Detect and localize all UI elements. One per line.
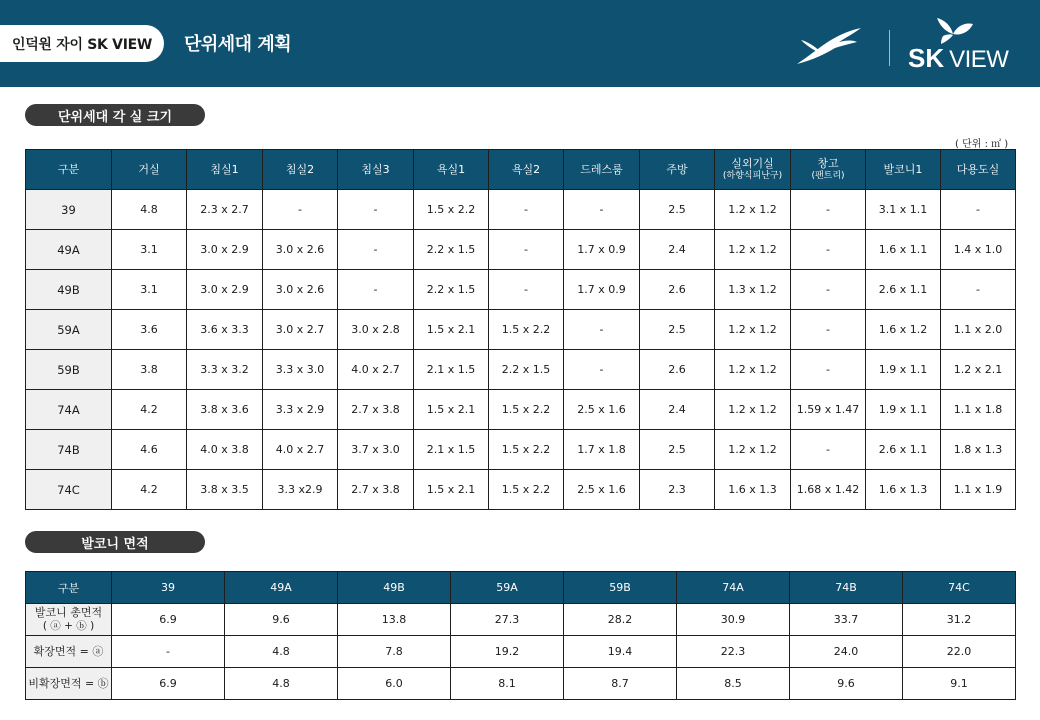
row-header-label: 확장면적 = ⓐ xyxy=(33,644,104,658)
row-header xyxy=(26,636,112,668)
table-cell: 3.6 x 3.3 xyxy=(187,310,263,350)
table-cell: 1.1 x 2.0 xyxy=(941,310,1016,350)
table-cell: 2.6 xyxy=(640,350,715,390)
row-header xyxy=(26,668,112,700)
table-cell: 2.2 x 1.5 xyxy=(414,270,489,310)
column-header: 74B xyxy=(790,572,903,604)
table-cell: 3.0 x 2.8 xyxy=(338,310,414,350)
table-cell: 8.1 xyxy=(451,668,564,700)
table-cell: 2.1 x 1.5 xyxy=(414,350,489,390)
table-cell: 7.8 xyxy=(338,636,451,668)
table-cell: 1.2 x 1.2 xyxy=(715,430,791,470)
table-cell: 3.1 x 1.1 xyxy=(866,190,941,230)
column-header xyxy=(866,150,941,190)
row-header: 74B xyxy=(26,430,112,470)
column-header xyxy=(26,150,112,190)
row-header: 74C xyxy=(26,470,112,510)
table-cell: 2.6 x 1.1 xyxy=(866,270,941,310)
table-cell: 9.1 xyxy=(903,668,1016,700)
table-cell: 8.7 xyxy=(564,668,677,700)
table-cell: 2.5 x 1.6 xyxy=(564,470,640,510)
table-cell: - xyxy=(941,270,1016,310)
table-row xyxy=(26,604,1016,636)
column-header xyxy=(187,150,263,190)
table-cell: 2.5 xyxy=(640,430,715,470)
table-cell: 4.6 xyxy=(112,430,187,470)
column-header-sublabel: (하향식피난구) xyxy=(722,170,783,181)
column-header-label: 거실 xyxy=(138,162,160,176)
table-cell: 1.5 x 2.2 xyxy=(489,430,564,470)
table-cell: 1.5 x 2.1 xyxy=(414,470,489,510)
table-cell: 8.5 xyxy=(677,668,790,700)
page-title: 단위세대 계획 xyxy=(184,34,292,55)
table-cell: 2.5 x 1.6 xyxy=(564,390,640,430)
table-cell: 2.6 x 1.1 xyxy=(866,430,941,470)
butterfly-logo-icon xyxy=(931,16,975,46)
table-cell: - xyxy=(112,636,225,668)
logo-sk-text: SK xyxy=(908,43,945,73)
table-cell: 2.7 x 3.8 xyxy=(338,390,414,430)
table-row xyxy=(26,668,1016,700)
table-cell: 33.7 xyxy=(790,604,903,636)
table-row xyxy=(26,230,1016,270)
table-cell: 2.4 xyxy=(640,390,715,430)
row-header: 59A xyxy=(26,310,112,350)
table-cell: - xyxy=(791,270,866,310)
table-cell: 4.0 x 2.7 xyxy=(263,430,338,470)
table-cell: 3.0 x 2.9 xyxy=(187,230,263,270)
row-header: 74A xyxy=(26,390,112,430)
table-cell: 1.5 x 2.1 xyxy=(414,310,489,350)
table-cell: - xyxy=(564,190,640,230)
table-cell: 1.4 x 1.0 xyxy=(941,230,1016,270)
column-header-sublabel: (팬트리) xyxy=(811,170,845,181)
column-header: 59A xyxy=(451,572,564,604)
table-cell: 24.0 xyxy=(790,636,903,668)
sk-view-logo xyxy=(905,16,1025,72)
table-cell: 3.0 x 2.7 xyxy=(263,310,338,350)
column-header: 49B xyxy=(338,572,451,604)
table-cell: 4.8 xyxy=(225,668,338,700)
column-header-label: 창고 xyxy=(817,157,839,170)
table-cell: - xyxy=(489,230,564,270)
table-cell: 1.59 x 1.47 xyxy=(791,390,866,430)
table-cell: - xyxy=(791,350,866,390)
column-header: 74A xyxy=(677,572,790,604)
column-header xyxy=(564,150,640,190)
table-cell: 1.68 x 1.42 xyxy=(791,470,866,510)
table-cell: 2.2 x 1.5 xyxy=(489,350,564,390)
column-header xyxy=(791,150,866,190)
table-cell: - xyxy=(791,430,866,470)
table-cell: 27.3 xyxy=(451,604,564,636)
table-cell: 3.1 xyxy=(112,270,187,310)
table-cell: 3.3 x 2.9 xyxy=(263,390,338,430)
table-cell: 4.2 xyxy=(112,470,187,510)
table-cell: 1.7 x 0.9 xyxy=(564,270,640,310)
table-cell: 3.3 x 3.2 xyxy=(187,350,263,390)
table-cell: - xyxy=(489,270,564,310)
table-cell: 2.2 x 1.5 xyxy=(414,230,489,270)
table-cell: 3.8 x 3.6 xyxy=(187,390,263,430)
column-header-label: 주방 xyxy=(666,162,688,176)
table-cell: 19.2 xyxy=(451,636,564,668)
column-header xyxy=(338,150,414,190)
column-header xyxy=(941,150,1016,190)
table-cell: 2.7 x 3.8 xyxy=(338,470,414,510)
table-row xyxy=(26,190,1016,230)
table-cell: 19.4 xyxy=(564,636,677,668)
table-cell: 4.0 x 2.7 xyxy=(338,350,414,390)
table-cell: 1.5 x 2.2 xyxy=(489,470,564,510)
logo-view-text: VIEW xyxy=(949,46,1009,73)
table-cell: 3.1 xyxy=(112,230,187,270)
row-header xyxy=(26,604,112,636)
table-cell: 22.0 xyxy=(903,636,1016,668)
table-cell: 4.8 xyxy=(225,636,338,668)
table-row xyxy=(26,470,1016,510)
column-header: 구분 xyxy=(26,572,112,604)
table-cell: 2.4 xyxy=(640,230,715,270)
column-header-label: 침실3 xyxy=(361,162,390,176)
table-cell: 9.6 xyxy=(790,668,903,700)
row-header: 39 xyxy=(26,190,112,230)
table-cell: 3.0 x 2.6 xyxy=(263,270,338,310)
column-header-label: 다용도실 xyxy=(956,162,1000,176)
table-cell: 1.2 x 1.2 xyxy=(715,350,791,390)
table-cell: 1.6 x 1.2 xyxy=(866,310,941,350)
column-header xyxy=(112,150,187,190)
table-cell: 1.8 x 1.3 xyxy=(941,430,1016,470)
column-header-label: 실외기실 xyxy=(731,157,774,170)
column-header xyxy=(715,150,791,190)
column-header xyxy=(263,150,338,190)
table-cell: 2.3 x 2.7 xyxy=(187,190,263,230)
room-size-table xyxy=(25,149,1016,510)
row-header: 49B xyxy=(26,270,112,310)
row-header: 49A xyxy=(26,230,112,270)
table-cell: 1.9 x 1.1 xyxy=(866,350,941,390)
table-cell: 3.6 xyxy=(112,310,187,350)
column-header-label: 드레스룸 xyxy=(580,162,623,176)
table-cell: 3.0 x 2.9 xyxy=(187,270,263,310)
table-cell: 1.3 x 1.2 xyxy=(715,270,791,310)
table-cell: 4.0 x 3.8 xyxy=(187,430,263,470)
table-cell: - xyxy=(489,190,564,230)
table-cell: 1.7 x 1.8 xyxy=(564,430,640,470)
table-cell: 2.5 xyxy=(640,190,715,230)
table-cell: 2.1 x 1.5 xyxy=(414,430,489,470)
row-header-sublabel: ( ⓐ + ⓑ ) xyxy=(42,619,95,632)
table-cell: 13.8 xyxy=(338,604,451,636)
table-cell: 1.6 x 1.1 xyxy=(866,230,941,270)
table-cell: 1.1 x 1.8 xyxy=(941,390,1016,430)
table-cell: 1.6 x 1.3 xyxy=(715,470,791,510)
header-divider xyxy=(889,30,890,66)
table-cell: 3.0 x 2.6 xyxy=(263,230,338,270)
table-cell: - xyxy=(564,350,640,390)
balcony-area-table xyxy=(25,571,1016,700)
row-header: 59B xyxy=(26,350,112,390)
table-row xyxy=(26,310,1016,350)
table-cell: 3.3 x 3.0 xyxy=(263,350,338,390)
table-cell: 6.0 xyxy=(338,668,451,700)
table-row xyxy=(26,390,1016,430)
table-cell: 31.2 xyxy=(903,604,1016,636)
column-header: 74C xyxy=(903,572,1016,604)
table-cell: 30.9 xyxy=(677,604,790,636)
table-cell: - xyxy=(338,190,414,230)
table-cell: 2.3 xyxy=(640,470,715,510)
table-cell: 1.2 x 1.2 xyxy=(715,230,791,270)
column-header-label: 침실1 xyxy=(210,162,239,176)
table-cell: 6.9 xyxy=(112,668,225,700)
brand-name: 인덕원 자이 SK VIEW xyxy=(0,25,164,62)
table-cell: - xyxy=(338,230,414,270)
column-header xyxy=(489,150,564,190)
table-cell: 1.1 x 1.9 xyxy=(941,470,1016,510)
column-header xyxy=(640,150,715,190)
column-header xyxy=(414,150,489,190)
column-header-label: 침실2 xyxy=(285,162,315,176)
table-cell: 1.2 x 1.2 xyxy=(715,310,791,350)
column-header: 49A xyxy=(225,572,338,604)
table-cell: 3.8 xyxy=(112,350,187,390)
table-cell: 3.3 x2.9 xyxy=(263,470,338,510)
table-cell: 3.7 x 3.0 xyxy=(338,430,414,470)
table-row xyxy=(26,636,1016,668)
column-header-label: 욕실2 xyxy=(511,162,541,176)
table-cell: 2.5 xyxy=(640,310,715,350)
table-cell: 22.3 xyxy=(677,636,790,668)
table-row xyxy=(26,350,1016,390)
table-cell: - xyxy=(791,190,866,230)
table-cell: - xyxy=(791,230,866,270)
table-cell: 1.7 x 0.9 xyxy=(564,230,640,270)
table-cell: 1.2 x 1.2 xyxy=(715,390,791,430)
table-cell: 1.5 x 2.2 xyxy=(489,310,564,350)
row-header-label: 발코니 총면적 xyxy=(34,606,103,620)
table-cell: - xyxy=(564,310,640,350)
row-header-label: 비확장면적 = ⓑ xyxy=(28,676,109,690)
table-cell: 1.5 x 2.1 xyxy=(414,390,489,430)
table-cell: 6.9 xyxy=(112,604,225,636)
section-title-room-sizes: 단위세대 각 실 크기 xyxy=(25,104,205,126)
table-cell: 4.2 xyxy=(112,390,187,430)
bird-logo-icon xyxy=(795,26,863,68)
table-cell: 1.5 x 2.2 xyxy=(414,190,489,230)
table-cell: 1.5 x 2.2 xyxy=(489,390,564,430)
column-header-label: 구분 xyxy=(57,162,80,176)
column-header-label: 발코니1 xyxy=(883,162,923,176)
page-header xyxy=(0,0,1040,87)
table-cell: 1.2 x 2.1 xyxy=(941,350,1016,390)
table-row xyxy=(26,270,1016,310)
table-cell: 2.6 xyxy=(640,270,715,310)
column-header: 39 xyxy=(112,572,225,604)
table-cell: - xyxy=(263,190,338,230)
section-title-balcony-area: 발코니 면적 xyxy=(25,531,205,553)
column-header-label: 욕실1 xyxy=(436,162,466,176)
table-cell: 28.2 xyxy=(564,604,677,636)
table-cell: 1.9 x 1.1 xyxy=(866,390,941,430)
table-cell: 1.6 x 1.3 xyxy=(866,470,941,510)
table-cell: 4.8 xyxy=(112,190,187,230)
table-cell: - xyxy=(941,190,1016,230)
unit-note: ( 단위 : ㎡ ) xyxy=(955,139,1009,150)
table-cell: 3.8 x 3.5 xyxy=(187,470,263,510)
table-cell: - xyxy=(791,310,866,350)
table-cell: 9.6 xyxy=(225,604,338,636)
table-cell: 1.2 x 1.2 xyxy=(715,190,791,230)
table-cell: - xyxy=(338,270,414,310)
column-header: 59B xyxy=(564,572,677,604)
table-row xyxy=(26,430,1016,470)
